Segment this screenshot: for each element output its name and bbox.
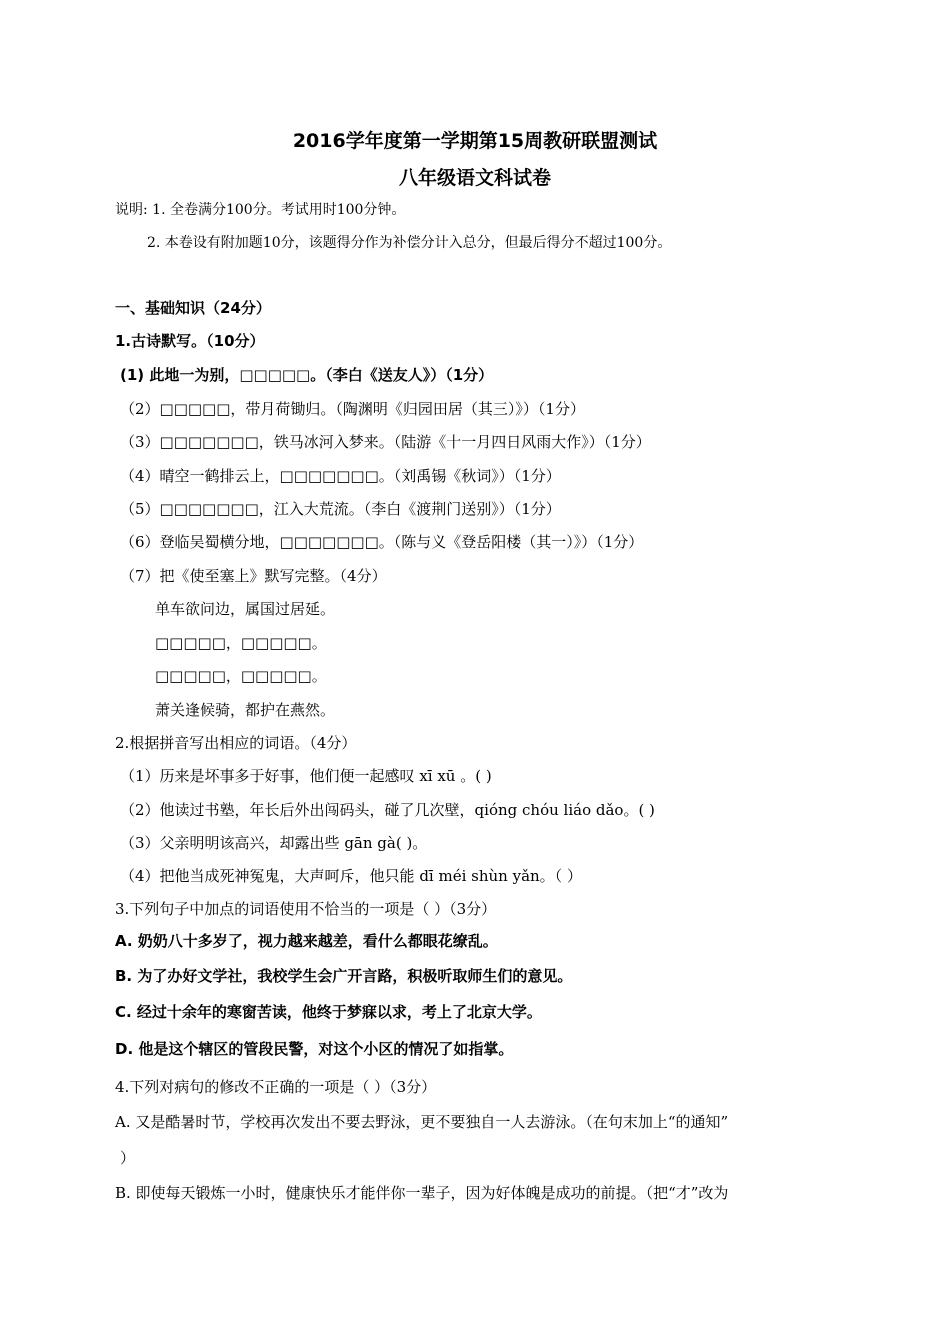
q3-option-b: B. 为了办好文学社，我校学生会广开言路，积极听取师生们的意见。 [115, 967, 573, 985]
section-heading: 一、基础知识（24分） [115, 299, 271, 317]
q4-option-b: B. 即使每天锻炼一小时，健康快乐才能伴你一辈子，因为好体魄是成功的前提。（把“才”改为 [115, 1184, 729, 1202]
poem-line-4: 萧关逢候骑，都护在燕然。 [155, 701, 336, 719]
q4-option-a-continuation: ） [120, 1149, 136, 1167]
q1-item-7: （7）把《使至塞上》默写完整。（4分） [120, 567, 387, 585]
exam-title: 2016学年度第一学期第15周教研联盟测试 [292, 130, 658, 152]
question-1-heading: 1.古诗默写。（10分） [115, 332, 265, 350]
poem-line-3: □□□□□，□□□□□。 [155, 667, 327, 685]
q1-item-4: （4）晴空一鹤排云上，□□□□□□□。（刘禹锡《秋词》）（1分） [120, 467, 561, 485]
q4-option-a: A. 又是酷暑时节，学校再次发出不要去野泳，更不要独自一人去游泳。（在句末加上“的通知” [115, 1113, 729, 1131]
exam-subtitle: 八年级语文科试卷 [398, 167, 551, 189]
question-3-heading: 3.下列句子中加点的词语使用不恰当的一项是（ ）（3分） [115, 900, 497, 918]
q2-item-2: （2）他读过书塾，年长后外出闯码头，碰了几次壁，qióng chóu liáo dǎo。( ) [120, 801, 655, 819]
q1-item-2: （2）□□□□□，带月荷锄归。（陶渊明《归园田居（其三）》）（1分） [120, 400, 585, 418]
question-2-heading: 2.根据拼音写出相应的词语。（4分） [115, 734, 357, 752]
q2-item-4: （4）把他当成死神冤鬼，大声呵斥，他只能 dī méi shùn yǎn。（ ） [120, 867, 582, 885]
q3-option-d: D. 他是这个辖区的管段民警，对这个小区的情况了如指掌。 [115, 1040, 514, 1058]
q3-option-a: A. 奶奶八十多岁了，视力越来越差，看什么都眼花缭乱。 [115, 932, 498, 950]
q1-item-5: （5）□□□□□□□，江入大荒流。（李白《渡荆门送别》）（1分） [120, 500, 561, 518]
q1-item-3: （3）□□□□□□□，铁马冰河入梦来。（陆游《十一月四日风雨大作》）（1分） [120, 433, 651, 451]
q3-option-c: C. 经过十余年的寒窗苦读，他终于梦寐以求，考上了北京大学。 [115, 1003, 542, 1021]
instruction-line-1: 说明: 1. 全卷满分100分。考试用时100分钟。 [115, 202, 406, 218]
question-4-heading: 4.下列对病句的修改不正确的一项是（ ）（3分） [115, 1078, 437, 1096]
instruction-line-2: 2. 本卷设有附加题10分，该题得分作为补偿分计入总分，但最后得分不超过100分。 [147, 235, 672, 251]
q1-item-6: （6）登临吴蜀横分地，□□□□□□□。（陈与义《登岳阳楼（其一）》）（1分） [120, 533, 644, 551]
poem-line-1: 单车欲问边，属国过居延。 [155, 600, 336, 618]
q2-item-3: （3）父亲明明该高兴，却露出些 gān gà( )。 [120, 834, 428, 852]
poem-line-2: □□□□□，□□□□□。 [155, 634, 327, 652]
q1-item-1: (1) 此地一为别，□□□□□。（李白《送友人》）（1分） [120, 366, 494, 384]
q2-item-1: （1）历来是坏事多于好事，他们便一起感叹 xī xū 。( ) [120, 767, 492, 785]
